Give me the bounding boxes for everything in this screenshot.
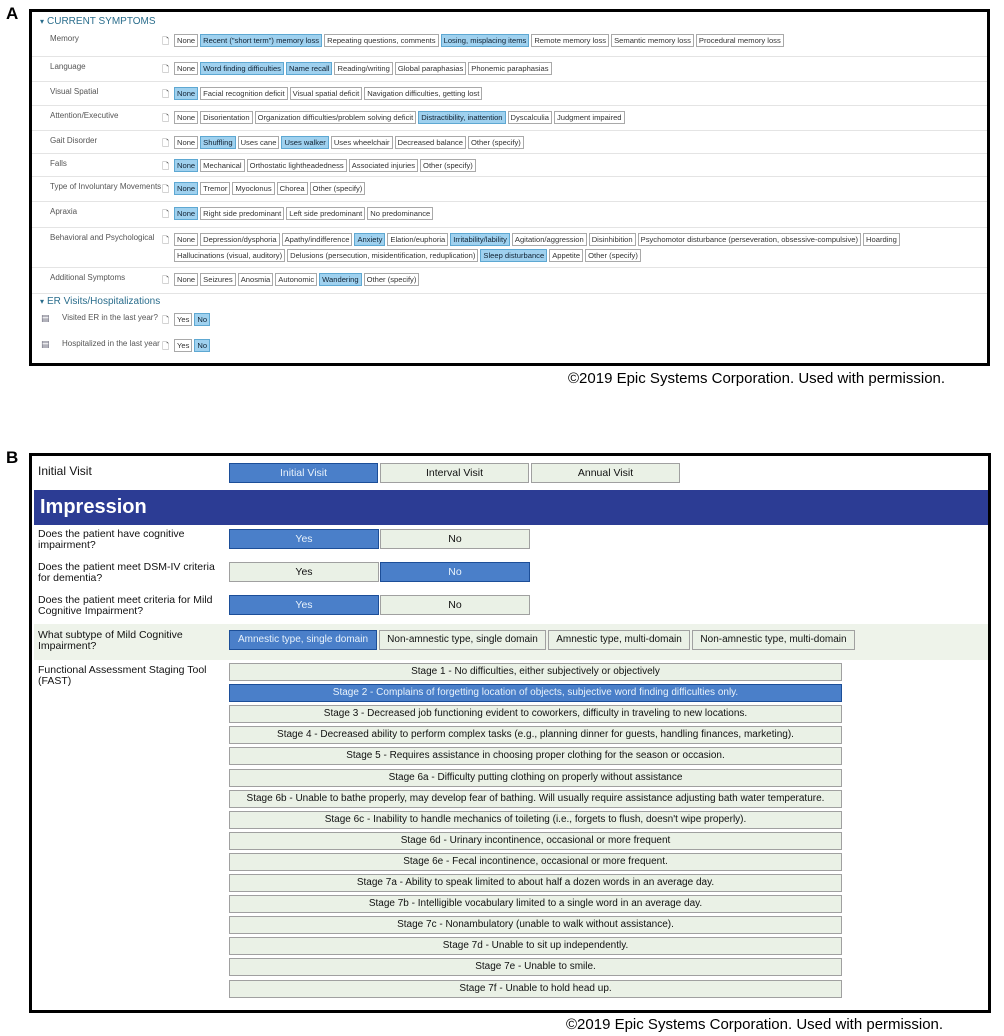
fast-stage-option[interactable]: Stage 7e - Unable to smile. [229,958,842,976]
symptom-row [32,228,987,268]
symptom-row-label: Attention/Executive [50,111,119,120]
fast-stage-option[interactable]: Stage 3 - Decreased job functioning evident to coworkers, difficulty in traveling to new locations. [229,705,842,723]
fast-stage-option[interactable]: Stage 6a - Difficulty putting clothing on properly without assistance [229,769,842,787]
symptom-chip[interactable]: Wandering [319,273,361,286]
symptom-chip[interactable]: Chorea [277,182,308,195]
impression-question-text: Does the patient meet DSM-IV criteria for dementia? [38,561,215,584]
symptom-chip[interactable]: Distractibility, inattention [418,111,505,124]
yes-option-button[interactable]: Yes [229,529,379,549]
current-symptoms-title: CURRENT SYMPTOMS [47,16,156,27]
symptom-row [32,106,987,131]
symptom-chip-group [174,87,974,103]
mci-subtype-button[interactable]: Non-amnestic type, single domain [379,630,546,650]
document-icon: 🗋 [162,209,170,219]
symptom-chip[interactable]: Uses walker [281,136,328,149]
symptom-row [32,29,987,57]
symptom-chip[interactable]: Tremor [200,182,230,195]
symptom-chip[interactable]: Organization difficulties/problem solving deficit [255,111,417,124]
document-icon: 🗋 [162,64,170,74]
symptom-chip[interactable]: Losing, misplacing items [441,34,530,47]
symptom-chip[interactable]: Other (specify) [585,249,641,262]
symptom-chip-group [174,273,974,289]
fast-stage-option[interactable]: Stage 5 - Requires assistance in choosing proper clothing for the season or occasion. [229,747,842,765]
symptom-chip[interactable]: Uses wheelchair [331,136,393,149]
document-icon: 🗋 [162,138,170,148]
panel-a-label: A [6,4,19,23]
fast-stage-option[interactable]: Stage 6d - Urinary incontinence, occasional or more frequent [229,832,842,850]
fast-stage-option[interactable]: Stage 7f - Unable to hold head up. [229,980,842,998]
symptom-row-label: Visual Spatial [50,87,99,96]
yes-option-button[interactable]: Yes [229,595,379,615]
symptom-chip[interactable]: Apathy/indifference [282,233,353,246]
er-chip-group [174,313,974,329]
symptom-chip[interactable]: Word finding difficulties [200,62,284,75]
copyright-a: ©2019 Epic Systems Corporation. Used with permission. [568,370,946,387]
impression-question-text: Does the patient have cognitive impairment? [38,528,185,551]
symptom-chip[interactable]: Other (specify) [468,136,524,149]
symptom-chip[interactable]: Mechanical [200,159,244,172]
er-chip[interactable]: No [194,339,210,352]
document-icon: 🗋 [162,36,170,46]
symptom-chip[interactable]: Remote memory loss [531,34,609,47]
document-icon: 🗋 [162,315,170,325]
symptom-chip[interactable]: Other (specify) [310,182,366,195]
symptom-chip-group [174,62,974,78]
er-chip[interactable]: Yes [174,339,192,352]
subtype-question: What subtype of Mild Cognitive Impairment? [38,629,183,652]
symptom-chip[interactable]: None [174,34,198,47]
fast-stage-option[interactable]: Stage 4 - Decreased ability to perform complex tasks (e.g., planning dinner for guests, handling finances, marketing). [229,726,842,744]
er-visits-header[interactable] [40,296,160,307]
symptom-chip[interactable]: None [174,182,198,195]
symptom-row [32,177,987,202]
symptom-chip[interactable]: Anxiety [354,233,385,246]
symptom-chip-group [174,34,974,50]
document-icon: 🗋 [162,161,170,171]
visit-type-button[interactable]: Interval Visit [380,463,529,483]
document-icon: 🗋 [162,341,170,351]
collapse-triangle-icon[interactable]: ▾ [40,297,45,306]
symptom-row [32,268,987,294]
panel-a-frame [29,9,990,366]
er-row [32,336,987,360]
yes-option-button[interactable]: Yes [229,562,379,582]
symptom-chip[interactable]: Uses cane [238,136,280,149]
symptom-chip[interactable]: Seizures [200,273,236,286]
er-chip[interactable]: Yes [174,313,192,326]
fast-stage-option[interactable]: Stage 6e - Fecal incontinence, occasional or more frequent. [229,853,842,871]
symptom-chip[interactable]: Procedural memory loss [696,34,784,47]
visit-type-button[interactable]: Annual Visit [531,463,680,483]
symptom-chip[interactable]: Other (specify) [364,273,420,286]
document-icon: 🗋 [162,184,170,194]
fast-stage-option[interactable]: Stage 7a - Ability to speak limited to about half a dozen words in an average day. [229,874,842,892]
symptom-chip-group [174,207,974,223]
symptom-chip[interactable]: Elation/euphoria [387,233,448,246]
er-chip-group [174,339,974,355]
symptom-row-label: Behavioral and Psychological [50,233,155,242]
symptom-chip[interactable]: Navigation difficulties, getting lost [364,87,482,100]
er-visits-title: ER Visits/Hospitalizations [47,296,161,307]
symptom-chip[interactable]: Name recall [286,62,333,75]
symptom-chip[interactable]: None [174,233,198,246]
symptom-chip[interactable]: None [174,207,198,220]
mci-subtype-button[interactable]: Amnestic type, multi-domain [548,630,690,650]
no-option-button[interactable]: No [380,562,530,582]
symptom-chip[interactable]: Delusions (persecution, misidentification, reduplication) [287,249,478,262]
document-icon: 🗋 [162,89,170,99]
er-row [32,310,987,334]
symptom-row-label: Additional Symptoms [50,273,126,282]
symptom-chip[interactable]: Myoclonus [232,182,274,195]
hospital-calendar-icon: ▤ [41,339,50,349]
visit-type-button[interactable]: Initial Visit [229,463,378,483]
no-option-button[interactable]: No [380,529,530,549]
symptom-chip[interactable]: None [174,111,198,124]
er-row-label: Hospitalized in the last year [62,339,160,348]
symptom-row-label: Gait Disorder [50,136,98,145]
symptom-row-label: Falls [50,159,67,168]
hospital-calendar-icon: ▤ [41,313,50,323]
fast-stage-option[interactable]: Stage 7c - Nonambulatory (unable to walk without assistance). [229,916,842,934]
symptom-row [32,202,987,228]
no-option-button[interactable]: No [380,595,530,615]
impression-header: Impression [34,490,989,525]
symptom-chip[interactable]: Dyscalculia [508,111,552,124]
symptom-row-label: Language [50,62,86,71]
symptom-chip-group [174,136,974,152]
panel-b-label: B [6,448,19,467]
symptom-chip[interactable]: Associated injuries [349,159,418,172]
symptom-chip[interactable]: Disorientation [200,111,252,124]
impression-question-text: Does the patient meet criteria for Mild Cognitive Impairment? [38,594,213,617]
mci-subtype-button[interactable]: Amnestic type, single domain [229,630,377,650]
panel-b-frame [29,453,991,1013]
symptom-chip[interactable]: Agitation/aggression [512,233,587,246]
symptom-chip[interactable]: Semantic memory loss [611,34,694,47]
symptom-chip[interactable]: Hallucinations (visual, auditory) [174,249,285,262]
symptom-chip-group [174,159,974,175]
symptom-row [32,131,987,154]
symptom-chip[interactable]: Irritability/lability [450,233,510,246]
symptom-chip[interactable]: Facial recognition deficit [200,87,287,100]
symptom-chip[interactable]: Other (specify) [420,159,476,172]
symptom-chip[interactable]: Recent ("short term") memory loss [200,34,322,47]
symptom-chip[interactable]: None [174,159,198,172]
symptom-chip[interactable]: Appetite [549,249,583,262]
symptom-row [32,57,987,82]
current-symptoms-header[interactable] [40,16,156,27]
symptom-chip[interactable]: Phonemic paraphasias [468,62,551,75]
fast-stage-option[interactable]: Stage 2 - Complains of forgetting location of objects, subjective word finding difficulties only. [229,684,842,702]
symptom-chip[interactable]: Global paraphasias [395,62,466,75]
symptom-row-label: Type of Involuntary Movements [50,182,162,191]
document-icon: 🗋 [162,113,170,123]
fast-stage-option[interactable]: Stage 7d - Unable to sit up independently. [229,937,842,955]
symptom-chip[interactable]: Disinhibition [589,233,636,246]
copyright-b: ©2019 Epic Systems Corporation. Used with permission. [566,1016,944,1033]
symptom-chip-group [174,233,974,265]
symptom-chip[interactable]: Judgment impaired [554,111,625,124]
symptom-chip[interactable]: Sleep disturbance [480,249,547,262]
document-icon: 🗋 [162,275,170,285]
collapse-triangle-icon[interactable]: ▾ [40,17,45,26]
symptom-chip[interactable]: None [174,136,198,149]
symptom-chip[interactable]: None [174,87,198,100]
symptom-chip[interactable]: Repeating questions, comments [324,34,438,47]
er-row-label: Visited ER in the last year? [62,313,158,322]
symptom-chip[interactable]: Visual spatial deficit [290,87,363,100]
symptom-row [32,154,987,177]
symptom-chip-group [174,111,974,127]
symptom-chip[interactable]: Anosmia [238,273,274,286]
fast-stage-option[interactable]: Stage 6b - Unable to bathe properly, may develop fear of bathing. Will usually require assistance adjusting bath water temperature. [229,790,842,808]
mci-subtype-button[interactable]: Non-amnestic type, multi-domain [692,630,855,650]
symptom-row [32,82,987,106]
symptom-chip[interactable]: Depression/dysphoria [200,233,279,246]
symptom-chip[interactable]: Hoarding [863,233,900,246]
symptom-chip[interactable]: Reading/writing [334,62,392,75]
er-chip[interactable]: No [194,313,210,326]
symptom-chip-group [174,182,974,198]
symptom-chip[interactable]: Autonomic [275,273,317,286]
symptom-chip[interactable]: Right side predominant [200,207,284,220]
visit-type-label: Initial Visit [38,464,92,478]
symptom-row-label: Apraxia [50,207,78,216]
document-icon: 🗋 [162,235,170,245]
fast-stage-option[interactable]: Stage 6c - Inability to handle mechanics of toileting (i.e., forgets to flush, doesn't wipe properly). [229,811,842,829]
symptom-chip[interactable]: Decreased balance [395,136,466,149]
fast-stage-option[interactable]: Stage 1 - No difficulties, either subjectively or objectively [229,663,842,681]
symptom-chip[interactable]: None [174,62,198,75]
symptom-row-label: Memory [50,34,79,43]
fast-label: Functional Assessment Staging Tool (FAST) [38,664,207,687]
symptom-chip[interactable]: Left side predominant [286,207,365,220]
symptom-chip[interactable]: None [174,273,198,286]
symptom-chip[interactable]: Orthostatic lightheadedness [247,159,347,172]
symptom-chip[interactable]: Shuffling [200,136,235,149]
symptom-chip[interactable]: Psychomotor disturbance (perseveration, obsessive-compulsive) [638,233,861,246]
symptom-chip[interactable]: No predominance [367,207,433,220]
fast-stage-option[interactable]: Stage 7b - Intelligible vocabulary limited to a single word in an average day. [229,895,842,913]
